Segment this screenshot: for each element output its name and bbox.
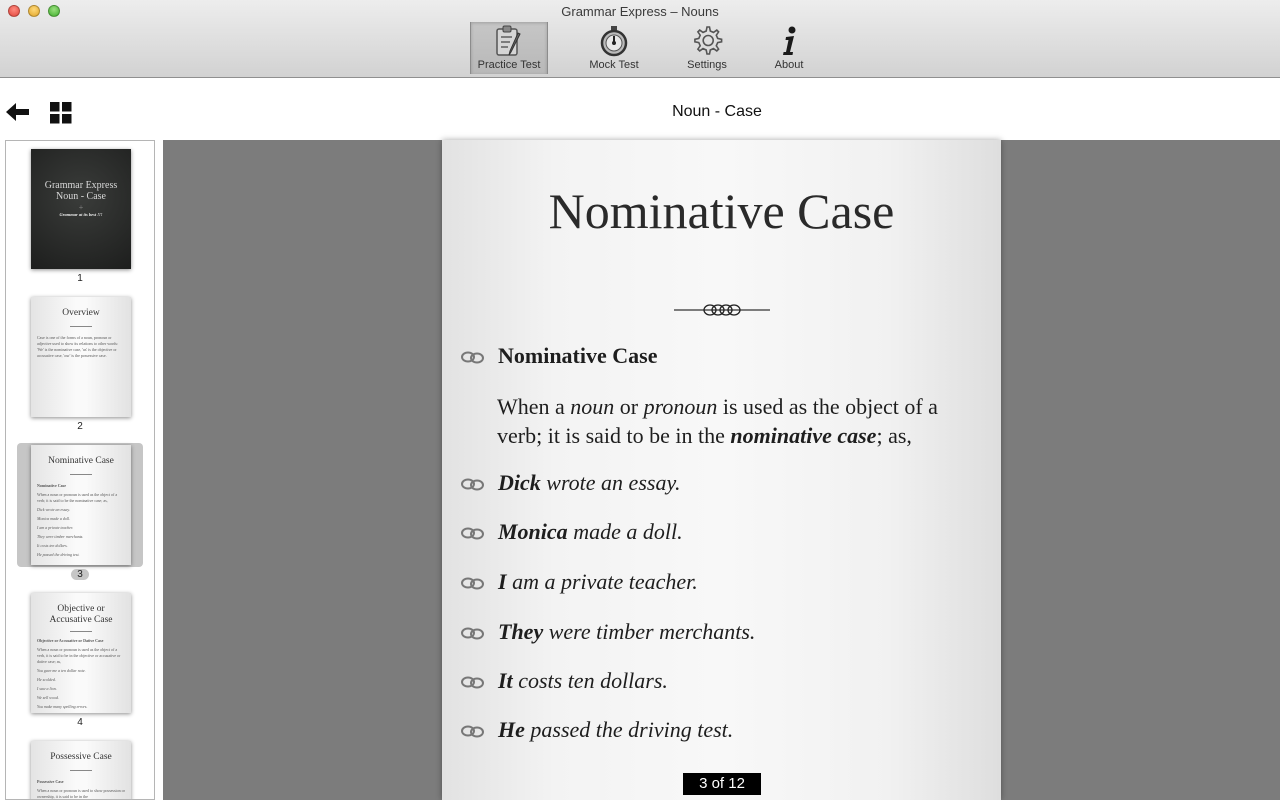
thumbnail-line: I am a private teacher. (37, 525, 74, 530)
thumbnail-line: You gave me a ten dollar note. (37, 668, 86, 673)
thumbnail-number: 1 (77, 273, 83, 284)
definition-part: When a (497, 394, 571, 419)
page-indicator: 3 of 12 (683, 773, 761, 795)
clipboard-pencil-icon (492, 24, 526, 58)
example-subject: Dick (498, 470, 541, 495)
thumbnail-line: You make many spelling errors. (37, 704, 88, 709)
example-predicate: costs ten dollars. (512, 668, 668, 693)
example-subject: He (498, 717, 525, 742)
stopwatch-icon (597, 24, 631, 58)
link-bullet-icon (460, 674, 486, 690)
thumbnail-line: They were timber merchants. (37, 534, 84, 539)
thumbnail-title: Nominative Case (48, 456, 114, 466)
toolbar-about-label: About (774, 59, 804, 71)
window-title: Grammar Express – Nouns (561, 4, 719, 19)
toolbar-settings-button[interactable] (668, 22, 746, 74)
page-title: Noun - Case (672, 103, 762, 120)
example-item (460, 717, 733, 743)
example-item (460, 668, 668, 694)
example-predicate: made a doll. (567, 519, 683, 544)
thumbnail-line: When a noun or pronoun is used as the object of a verb; it is said to be the nominative case; as, (37, 492, 118, 503)
toolbar-settings-label: Settings (687, 59, 727, 71)
link-bullet-icon (460, 723, 486, 739)
link-bullet-icon (460, 525, 486, 541)
thumbnail-line: Dick wrote an essay. (37, 507, 70, 512)
thumbnail-page[interactable] (31, 445, 131, 565)
thumbnail-number: 4 (77, 717, 83, 728)
thumbnail-line: Monica made a doll. (37, 516, 71, 521)
navigation-bar (0, 79, 1280, 140)
definition-part: or (614, 394, 644, 419)
definition-term: nominative case (730, 423, 877, 448)
definition-text (497, 392, 987, 450)
link-bullet-icon (460, 625, 486, 641)
thumbnail-line: It costs ten dollars. (37, 543, 68, 548)
thumbnail-line: Possessive Case (37, 779, 64, 784)
thumbnail-line: He scolded. (37, 677, 56, 682)
flourish-ornament-icon (672, 300, 772, 320)
window-titlebar (0, 0, 1280, 78)
thumbnail-subtitle: Noun - Case (56, 191, 106, 202)
link-bullet-icon (460, 476, 486, 492)
page-viewer[interactable] (163, 140, 1280, 800)
link-bullet-icon (460, 349, 486, 365)
toolbar-mock-test-button[interactable] (575, 22, 653, 74)
thumbnail-line: He passed the driving test. (37, 552, 80, 557)
thumbnail-tagline: Grammar at its best !!! (59, 212, 103, 217)
thumbnail-subtitle: Accusative Case (49, 615, 113, 625)
example-item (460, 619, 755, 645)
thumbnail-number: 2 (77, 421, 83, 432)
toolbar-about-button[interactable] (750, 22, 828, 74)
example-subject: It (498, 668, 513, 693)
thumbnail-title: Grammar Express (44, 180, 118, 191)
example-subject: Monica (498, 519, 568, 544)
example-item (460, 569, 698, 595)
thumbnail-page[interactable] (31, 593, 131, 713)
thumbnail-line: Nominative Case (37, 483, 66, 488)
thumbnail-line: When a noun or pronoun is used as the object of a verb, it is said to be in the objective or accusative or dative case; as, (37, 647, 121, 664)
thumbnail-number: 3 (71, 569, 89, 580)
example-predicate: wrote an essay. (540, 470, 681, 495)
toolbar-practice-test-label: Practice Test (477, 59, 541, 71)
definition-part: is used as the object of a verb; it is said to be in the (497, 394, 938, 448)
thumbnail-title: Possessive Case (50, 752, 112, 762)
example-predicate: passed the driving test. (524, 717, 734, 742)
section-heading: Nominative Case (498, 343, 658, 368)
toolbar-practice-test-button[interactable] (470, 22, 548, 74)
example-subject: They (498, 619, 544, 644)
link-bullet-icon (460, 575, 486, 591)
thumbnail-body: Case is one of the forms of a noun, pronoun or adjective used to show its relations to other words: 'We' is the nominative case, 'us' is the objective or accusative case, 'our' is the possessive case. (37, 335, 119, 358)
example-subject: I (498, 569, 513, 594)
info-icon (772, 24, 806, 58)
page-heading: Nominative Case (548, 183, 895, 239)
example-item (460, 519, 683, 545)
definition-part: ; as, (876, 423, 912, 448)
grid-icon[interactable] (50, 102, 72, 124)
definition-pronoun: pronoun (643, 394, 718, 419)
example-predicate: am a private teacher. (512, 569, 698, 594)
toolbar-mock-test-label: Mock Test (589, 59, 639, 71)
gear-icon (690, 24, 724, 58)
thumbnail-line: When a noun or pronoun is used to show possession or ownership, it is said to be in the (37, 788, 125, 799)
thumbnail-sidebar[interactable] (5, 140, 155, 800)
list-item (460, 343, 657, 369)
thumbnail-page[interactable]: Grammar Express Noun - Case + Grammar at its best !!! (31, 149, 131, 269)
example-predicate: were timber merchants. (543, 619, 756, 644)
example-item (460, 470, 681, 496)
thumbnail-title: Objective or (57, 604, 105, 614)
thumbnail-line: Objective or Accusative or Dative Case (37, 638, 104, 643)
thumbnail-page[interactable] (31, 741, 131, 800)
back-arrow-icon[interactable] (6, 103, 30, 121)
definition-noun: noun (570, 394, 615, 419)
thumbnail-line: We sell wood. (37, 695, 59, 700)
thumbnail-line: I saw a lion. (37, 686, 57, 691)
book-page[interactable] (442, 140, 1001, 800)
thumbnail-title: Overview (62, 308, 100, 318)
thumbnail-page[interactable] (31, 297, 131, 417)
